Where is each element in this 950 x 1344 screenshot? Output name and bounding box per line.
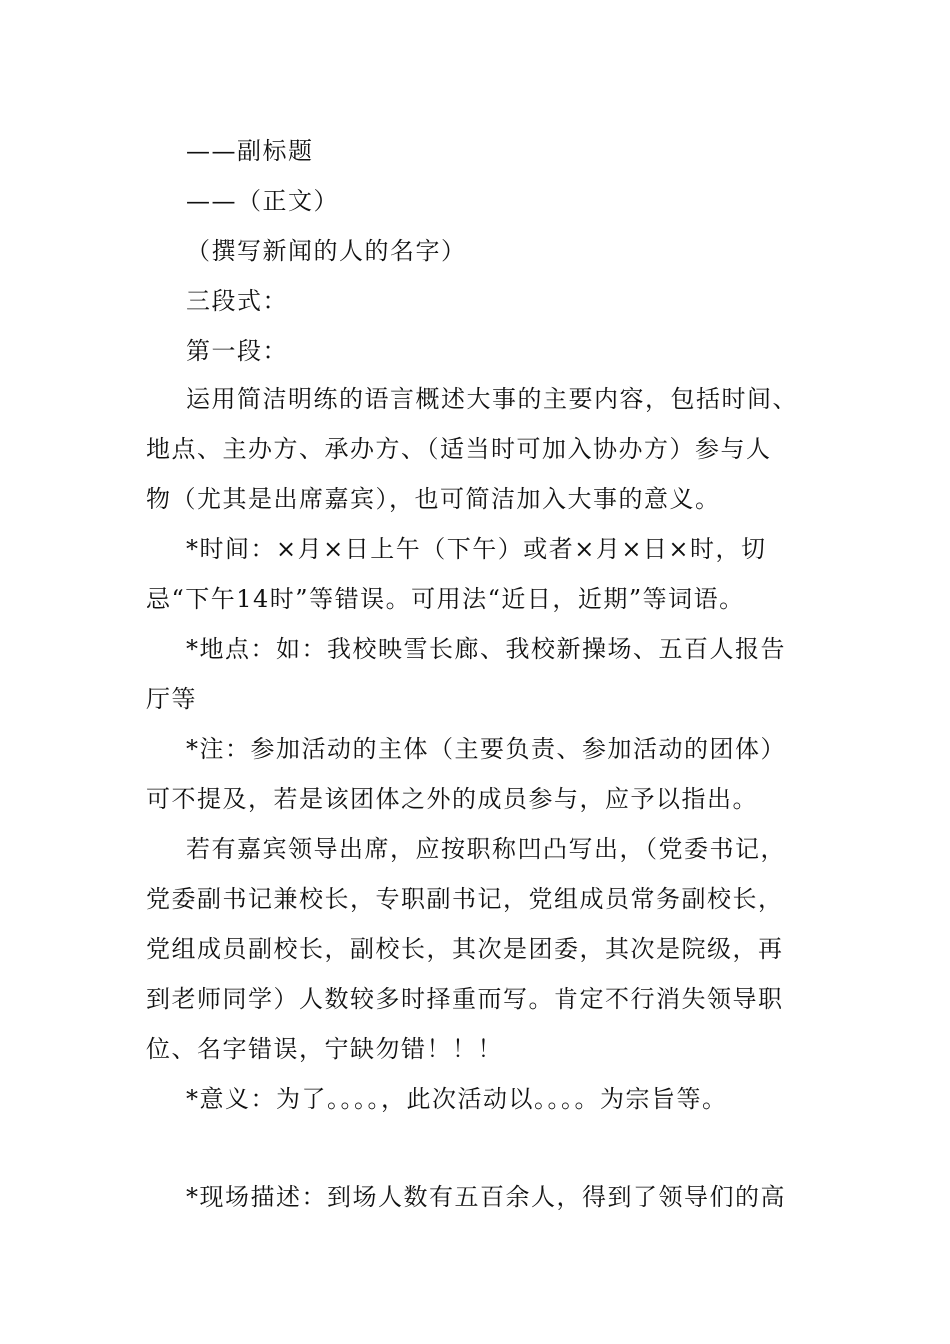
meaning-note-line: *意义：为了。。。。，此次活动以。。。。为宗旨等。 [186,1085,728,1113]
paragraph-heading: 第一段： [186,337,288,365]
paragraph-line: 运用简洁明练的语言概述大事的主要内容，包括时间、 [186,385,798,413]
remark-note-line: 可不提及，若是该团体之外的成员参与，应予以指出。 [146,785,758,813]
paragraph-line: 物（尤其是出席嘉宾），也可简洁加入大事的意义。 [146,485,721,513]
location-note-line: 厅等 [146,685,197,713]
section-heading: 三段式： [186,287,288,315]
guest-paragraph-line: 位、名字错误，宁缺勿错！！！ [146,1035,503,1063]
guest-paragraph-line: 党组成员副校长，副校长，其次是团委，其次是院级，再 [146,935,784,963]
body-line: ——（正文） [186,187,339,215]
location-note-line: *地点：如：我校映雪长廊、我校新操场、五百人报告 [186,635,786,663]
remark-note-line: *注：参加活动的主体（主要负责、参加活动的团体） [186,735,786,763]
paragraph-line: 地点、主办方、承办方、（适当时可加入协办方）参与人 [146,435,772,463]
subtitle-line: ——副标题 [186,137,314,165]
author-line: （撰写新闻的人的名字） [186,237,467,265]
guest-paragraph-line: 若有嘉宾领导出席，应按职称凹凸写出，（党委书记， [186,835,786,863]
guest-paragraph-line: 党委副书记兼校长，专职副书记，党组成员常务副校长， [146,885,784,913]
time-note-line: *时间：×月×日上午（下午）或者×月×日×时，切 [186,535,767,563]
time-note-line: 忌“下午14时”等错误。可用法“近日，近期”等词语。 [146,585,745,613]
scene-note-line: *现场描述：到场人数有五百余人，得到了领导们的高 [186,1183,786,1211]
guest-paragraph-line: 到老师同学）人数较多时择重而写。肯定不行消失领导职 [146,985,784,1013]
